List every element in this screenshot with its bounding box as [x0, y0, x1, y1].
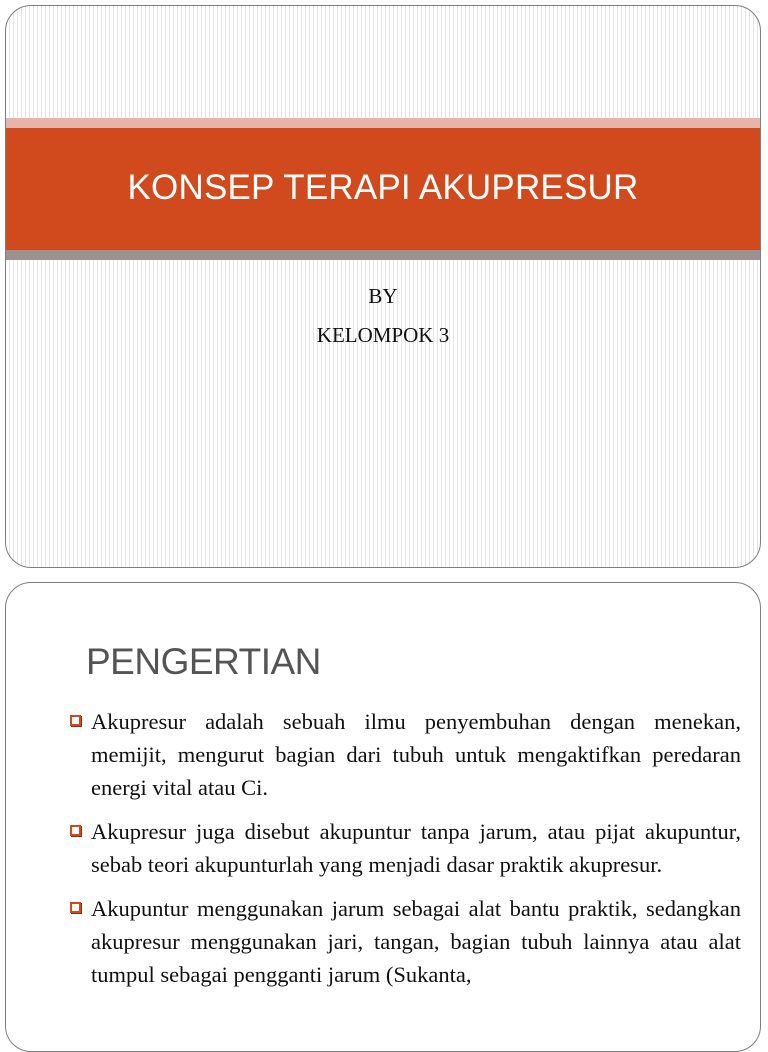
- content-slide: [5, 582, 761, 1052]
- list-item: [68, 892, 741, 991]
- subtitle-group: KELOMPOK 3: [316, 323, 450, 347]
- list-item: [68, 705, 741, 804]
- square-bullet-icon: [70, 902, 81, 913]
- slide-subtitle: [6, 277, 760, 355]
- list-item: [68, 815, 741, 881]
- title-band: [6, 128, 760, 250]
- slide-heading: PENGERTIAN: [86, 641, 321, 682]
- title-slide: [5, 5, 761, 568]
- square-bullet-icon: [70, 825, 81, 836]
- bullet-text: Akupresur adalah sebuah ilmu penyembuhan dengan menekan, memijit, mengurut bagian dari tubuh untuk mengaktifkan peredaran energi vital atau Ci.: [91, 709, 741, 800]
- bullet-text: Akupuntur menggunakan jarum sebagai alat bantu praktik, sedangkan akupresur menggunakan jari, tangan, bagian tubuh lainnya atau alat tumpul sebagai pengganti jarum (Sukanta,: [91, 896, 741, 987]
- title-bottom-accent-band: [6, 250, 760, 260]
- slide-title: KONSEP TERAPI AKUPRESUR: [127, 168, 639, 207]
- square-bullet-icon: [70, 715, 81, 726]
- subtitle-by: BY: [368, 284, 398, 308]
- bullet-list: [68, 705, 741, 1002]
- bullet-text: Akupresur juga disebut akupuntur tanpa jarum, atau pijat akupuntur, sebab teori akupunturlah yang menjadi dasar praktik akupresur.: [91, 819, 741, 877]
- title-top-accent-band: [6, 118, 760, 128]
